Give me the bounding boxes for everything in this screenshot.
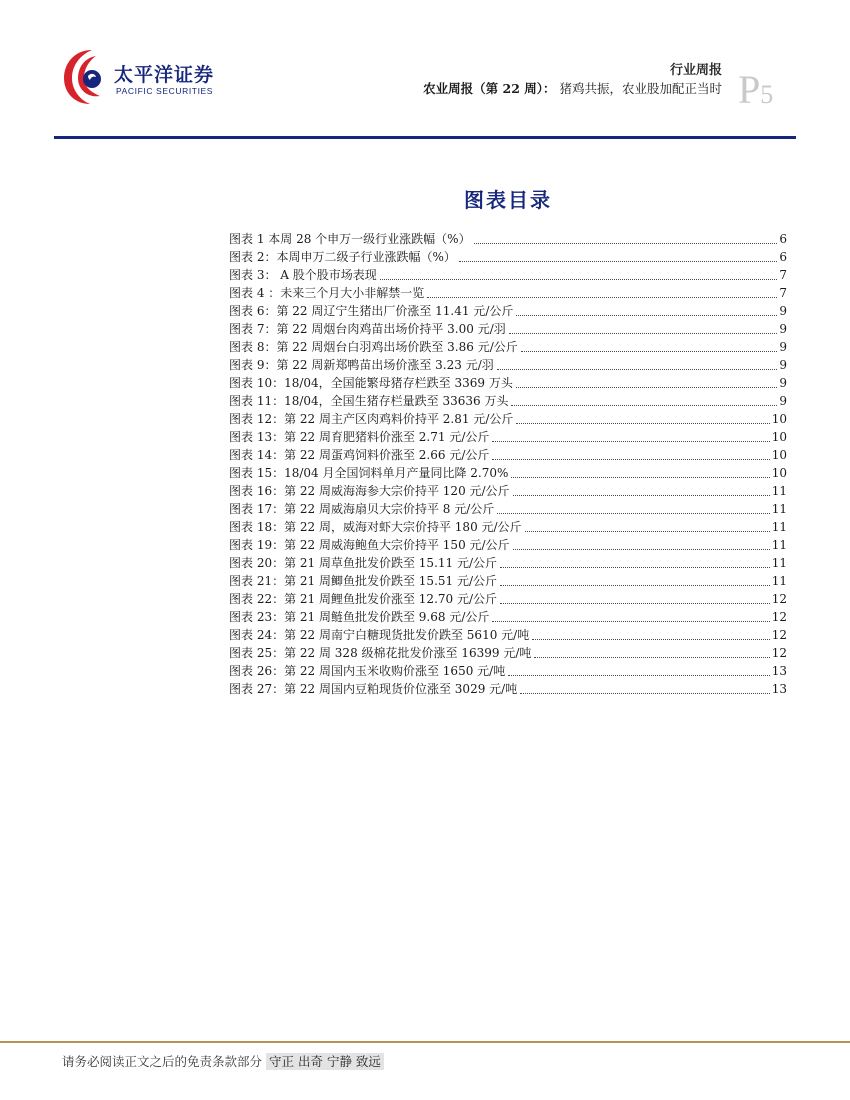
toc-item-label[interactable]: 图表 21：第 21 周鲫鱼批发价跌至 15.51 元/公斤 [229,574,498,588]
toc-item-leader [500,602,770,604]
toc-item-label[interactable]: 图表 17：第 22 周威海扇贝大宗价持平 8 元/公斤 [229,502,495,516]
toc-item-label[interactable]: 图表 7：第 22 周烟台肉鸡苗出场价持平 3.00 元/羽 [229,322,506,336]
toc-item-leader [516,314,777,316]
toc-item-leader [427,296,777,298]
toc-item-leader [511,404,777,406]
company-logo [62,46,232,108]
toc-item-page[interactable]: 11 [771,484,787,498]
toc-title: 图表目录 [464,188,552,212]
toc-item-page[interactable]: 11 [771,556,787,570]
toc-item-page[interactable]: 12 [771,628,787,642]
toc-item[interactable] [229,500,787,518]
toc-item-leader [380,278,778,280]
toc-item-page[interactable]: 10 [771,466,787,480]
toc-item-leader [525,530,770,532]
toc-item-page[interactable]: 6 [779,232,787,246]
toc-item[interactable] [229,680,787,698]
report-title-bold: 农业周报（第 22 周）： [423,81,556,96]
toc-item-leader [474,242,778,244]
header-divider [54,136,796,139]
toc-item-leader [511,476,769,478]
toc-item-label[interactable]: 图表 12：第 22 周主产区肉鸡料价持平 2.81 元/公斤 [229,412,514,426]
toc-item[interactable] [229,428,787,446]
toc-item-label[interactable]: 图表 11：18/04，全国生猪存栏量跌至 33636 万头 [229,394,509,408]
toc-item[interactable] [229,464,787,482]
toc-item-leader [500,584,770,586]
toc-item[interactable] [229,338,787,356]
pacific-securities-logo-icon [62,46,110,108]
toc-item-label[interactable]: 图表 10：18/04，全国能繁母猪存栏跌至 3369 万头 [229,376,513,390]
toc-item-leader [532,638,770,640]
toc-item-leader [497,368,778,370]
toc-item[interactable] [229,608,787,626]
toc-item-label[interactable]: 图表 16：第 22 周威海海参大宗价持平 120 元/公斤 [229,484,510,498]
toc-item[interactable] [229,644,787,662]
toc-item-page[interactable]: 13 [771,682,787,696]
toc-item-label[interactable]: 图表 22：第 21 周鲤鱼批发价涨至 12.70 元/公斤 [229,592,498,606]
toc-item[interactable] [229,392,787,410]
toc-item-label[interactable]: 图表 23：第 21 周鲢鱼批发价跌至 9.68 元/公斤 [229,610,490,624]
page-number-value: 5 [760,80,774,109]
toc-item-page[interactable]: 9 [779,394,787,408]
toc-item-leader [500,566,770,568]
footer-divider [0,1041,850,1043]
toc-item[interactable] [229,554,787,572]
toc-item-page[interactable]: 12 [771,646,787,660]
toc-list [229,230,787,698]
toc-item-leader [509,332,778,334]
toc-item[interactable] [229,320,787,338]
toc-item-label[interactable]: 图表 19：第 22 周威海鲍鱼大宗价持平 150 元/公斤 [229,538,510,552]
toc-item-label[interactable]: 图表 25：第 22 周 328 级棉花批发价涨至 16399 元/吨 [229,646,532,660]
toc-item-label[interactable]: 图表 8：第 22 周烟台白羽鸡出场价跌至 3.86 元/公斤 [229,340,518,354]
toc-item-leader [516,386,778,388]
toc-item-page[interactable]: 7 [779,286,787,300]
toc-item[interactable] [229,446,787,464]
toc-item[interactable] [229,572,787,590]
toc-item[interactable] [229,410,787,428]
toc-item[interactable] [229,284,787,302]
toc-item-label[interactable]: 图表 9：第 22 周新郑鸭苗出场价涨至 3.23 元/羽 [229,358,494,372]
toc-item[interactable] [229,356,787,374]
toc-item-leader [534,656,769,658]
toc-item-leader [508,674,770,676]
toc-item-label[interactable]: 图表 13：第 22 周育肥猪料价涨至 2.71 元/公斤 [229,430,490,444]
toc-item-page[interactable]: 11 [771,538,787,552]
toc-item-page[interactable]: 13 [771,664,787,678]
toc-item-leader [492,440,769,442]
toc-item[interactable] [229,266,787,284]
toc-item[interactable] [229,626,787,644]
toc-item-label[interactable]: 图表 20：第 21 周草鱼批发价跌至 15.11 元/公斤 [229,556,498,570]
toc-item[interactable] [229,248,787,266]
logo-english-name: PACIFIC SECURITIES [116,86,214,96]
toc-item-leader [513,494,770,496]
toc-item-label[interactable]: 图表 24：第 22 周南宁白糖现货批发价跌至 5610 元/吨 [229,628,530,642]
toc-item-page[interactable]: 11 [771,502,787,516]
toc-item[interactable] [229,518,787,536]
toc-item-page[interactable]: 9 [779,304,787,318]
toc-item-page[interactable]: 9 [779,322,787,336]
toc-item-page[interactable]: 7 [779,268,787,282]
footer-disclaimer: 请务必阅读正文之后的免责条款部分 [62,1054,263,1069]
toc-item-leader [521,350,778,352]
toc-item-page[interactable]: 9 [779,340,787,354]
toc-item[interactable] [229,662,787,680]
toc-item-label[interactable]: 图表 18：第 22 周，威海对虾大宗价持平 180 元/公斤 [229,520,522,534]
toc-item-leader [520,692,770,694]
page-number [738,67,774,112]
toc-item-leader [492,458,769,460]
toc-item-label[interactable]: 图表 6：第 22 周辽宁生猪出厂价涨至 11.41 元/公斤 [229,304,514,318]
toc-item-leader [513,548,770,550]
toc-item-label[interactable]: 图表 1 本周 28 个申万一级行业涨跌幅（%） [229,232,471,246]
report-category: 行业周报 [669,63,722,78]
toc-item-page[interactable]: 10 [771,448,787,462]
toc-item-leader [516,422,769,424]
toc-item-label[interactable]: 图表 26：第 22 周国内玉米收购价涨至 1650 元/吨 [229,664,506,678]
logo-chinese-name: 太平洋证券 [114,64,215,86]
toc-item-page[interactable]: 12 [771,610,787,624]
toc-item-leader [492,620,769,622]
toc-item[interactable] [229,302,787,320]
toc-item-label[interactable]: 图表 2：本周申万二级子行业涨跌幅（%） [229,250,456,264]
report-title [423,79,722,97]
toc-item[interactable] [229,230,787,248]
toc-item-leader [459,260,778,262]
page-number-prefix: P [738,67,761,112]
toc-item-page[interactable]: 11 [771,520,787,534]
toc-item[interactable] [229,374,787,392]
footer-motto: 守正 出奇 宁静 致远 [266,1053,384,1070]
toc-item-page[interactable]: 10 [771,412,787,426]
toc-item-label[interactable]: 图表 15：18/04 月全国饲料单月产量同比降 2.70% [229,466,509,480]
toc-item-label[interactable]: 图表 27：第 22 周国内豆粕现货价位涨至 3029 元/吨 [229,682,518,696]
toc-item[interactable] [229,482,787,500]
toc-item[interactable] [229,590,787,608]
toc-item-page[interactable]: 9 [779,358,787,372]
toc-item[interactable] [229,536,787,554]
toc-item-label[interactable]: 图表 14：第 22 周蛋鸡饲料价涨至 2.66 元/公斤 [229,448,490,462]
report-title-rest: 猪鸡共振，农业股加配正当时 [555,81,722,96]
toc-item-page[interactable]: 11 [771,574,787,588]
toc-item-page[interactable]: 10 [771,430,787,444]
toc-item-leader [497,512,769,514]
toc-item-label[interactable]: 图表 3： A 股个股市场表现 [229,268,377,282]
toc-item-page[interactable]: 12 [771,592,787,606]
toc-item-label[interactable]: 图表 4 ：未来三个月大小非解禁一览 [229,286,425,300]
footer [62,1052,384,1070]
toc-item-page[interactable]: 9 [779,376,787,390]
toc-item-page[interactable]: 6 [779,250,787,264]
